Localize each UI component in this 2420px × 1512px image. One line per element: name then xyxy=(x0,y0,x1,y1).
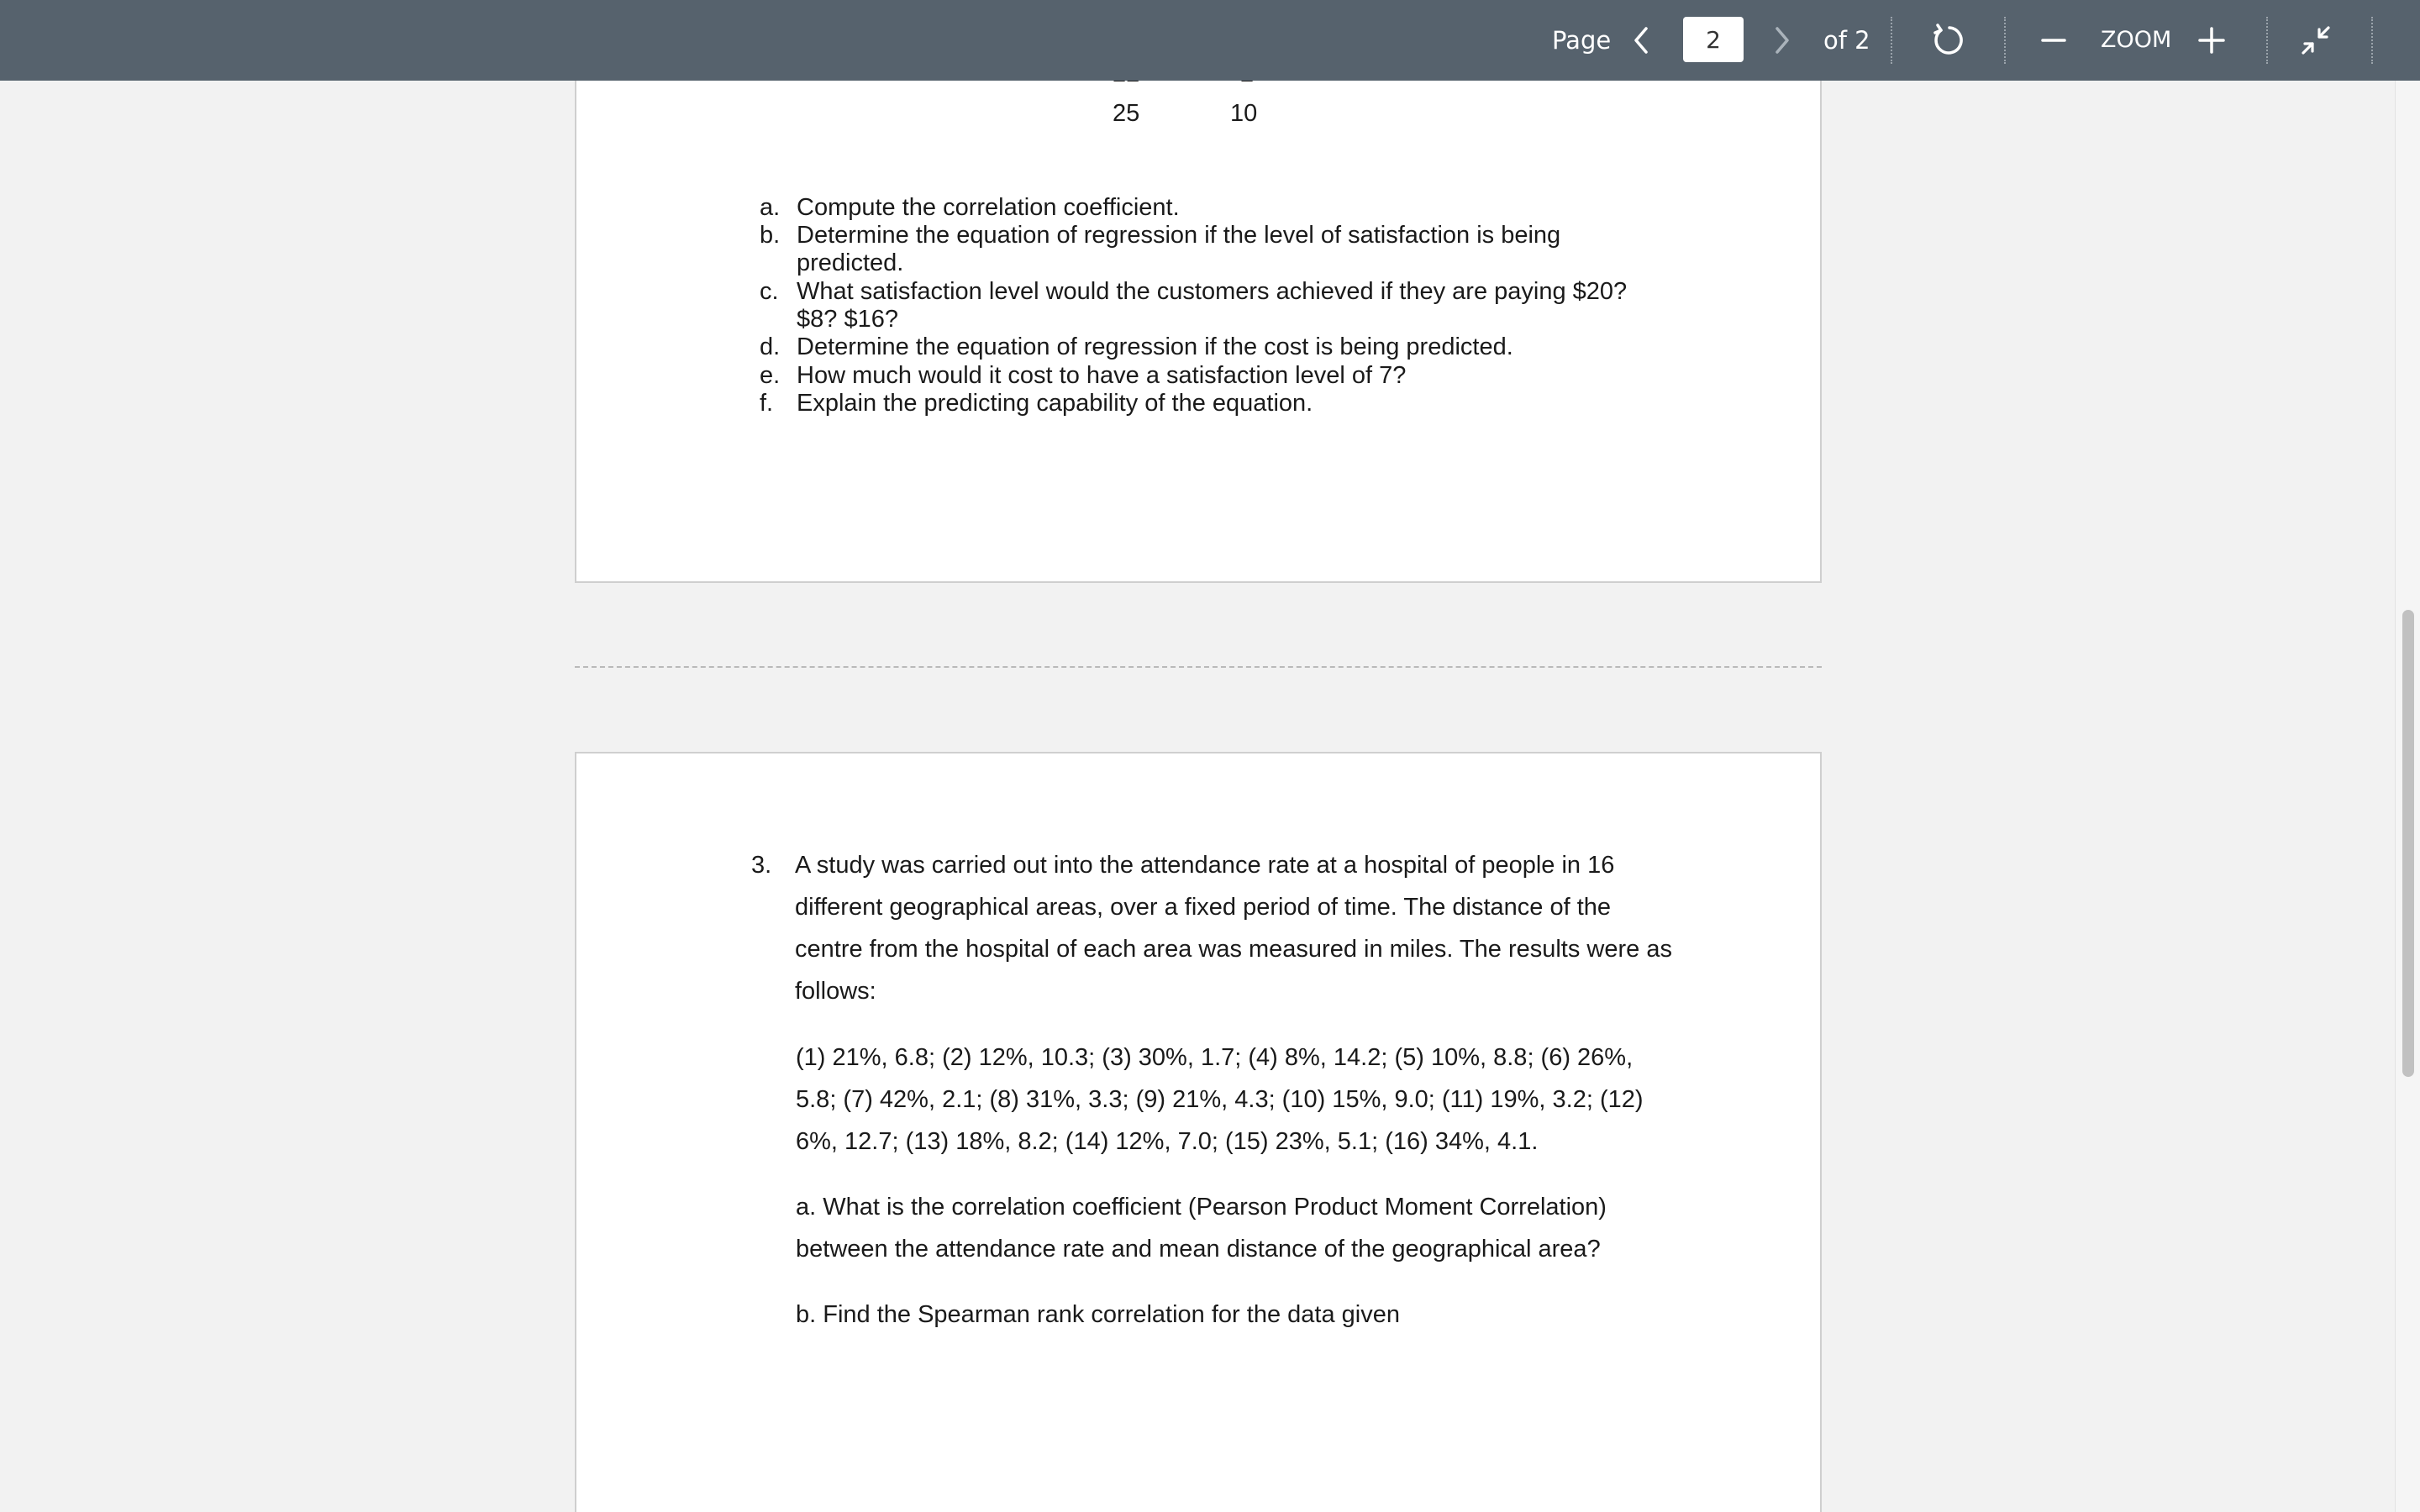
question-number: 3. xyxy=(751,852,772,879)
scrollbar-track[interactable] xyxy=(2395,81,2420,1512)
paragraph-line: different geographical areas, over a fixed period of time. The distance of the xyxy=(795,894,1612,921)
document-page-1 xyxy=(575,0,1822,583)
page-count-label: of 2 xyxy=(1823,26,1870,55)
scrollbar-thumb[interactable] xyxy=(2402,610,2414,1077)
paragraph-line: centre from the hospital of each area was measured in miles. The results were as xyxy=(795,936,1672,963)
list-marker: c. xyxy=(760,278,779,305)
list-marker: e. xyxy=(760,362,781,389)
data-line: 6%, 12.7; (13) 18%, 8.2; (14) 12%, 7.0; (15) 23%, 5.1; (16) 34%, 4.1. xyxy=(796,1128,1539,1155)
toolbar-separator xyxy=(2266,17,2268,64)
table-cell: 25 xyxy=(1113,100,1140,127)
viewer-toolbar xyxy=(0,0,2420,81)
page-divider xyxy=(575,666,1822,668)
toolbar-separator xyxy=(2371,17,2373,64)
zoom-label: ZOOM xyxy=(2101,27,2172,53)
collapse-icon[interactable] xyxy=(2296,20,2336,60)
chevron-right-icon[interactable] xyxy=(1761,20,1802,60)
list-item: Determine the equation of regression if the cost is being predicted. xyxy=(797,333,1513,360)
toolbar-separator xyxy=(1891,17,1892,64)
list-marker: a. xyxy=(760,194,781,221)
document-page-2 xyxy=(575,752,1822,1512)
list-marker: f. xyxy=(760,390,774,417)
list-item: $8? $16? xyxy=(797,306,898,333)
list-marker: d. xyxy=(760,333,781,360)
data-line: 5.8; (7) 42%, 2.1; (8) 31%, 3.3; (9) 21%, 4.3; (10) 15%, 9.0; (11) 19%, 3.2; (12) xyxy=(796,1086,1644,1113)
paragraph-line: follows: xyxy=(795,978,876,1005)
page-number-input[interactable] xyxy=(1683,17,1744,62)
minus-icon[interactable] xyxy=(2033,20,2074,60)
toolbar-separator xyxy=(2004,17,2006,64)
paragraph-line: A study was carried out into the attendance rate at a hospital of people in 16 xyxy=(795,852,1615,879)
plus-icon[interactable] xyxy=(2191,20,2232,60)
list-item: Explain the predicting capability of the equation. xyxy=(797,390,1313,417)
data-line: (1) 21%, 6.8; (2) 12%, 10.3; (3) 30%, 1.7; (4) 8%, 14.2; (5) 10%, 8.8; (6) 26%, xyxy=(796,1044,1634,1071)
list-item: Compute the correlation coefficient. xyxy=(797,194,1180,221)
list-item: What satisfaction level would the customers achieved if they are paying $20? xyxy=(797,278,1628,305)
list-item: Determine the equation of regression if the level of satisfaction is being xyxy=(797,222,1561,249)
page-label: Page xyxy=(1552,26,1612,55)
question-a-line: between the attendance rate and mean distance of the geographical area? xyxy=(796,1236,1601,1263)
table-cell: 10 xyxy=(1230,100,1258,127)
question-b: b. Find the Spearman rank correlation for the data given xyxy=(796,1301,1400,1328)
chevron-left-icon[interactable] xyxy=(1622,20,1662,60)
list-marker: b. xyxy=(760,222,781,249)
list-item: predicted. xyxy=(797,249,904,276)
rotate-icon[interactable] xyxy=(1929,20,1970,60)
question-a-line: a. What is the correlation coefficient (Pearson Product Moment Correlation) xyxy=(796,1194,1607,1221)
list-item: How much would it cost to have a satisfaction level of 7? xyxy=(797,362,1407,389)
